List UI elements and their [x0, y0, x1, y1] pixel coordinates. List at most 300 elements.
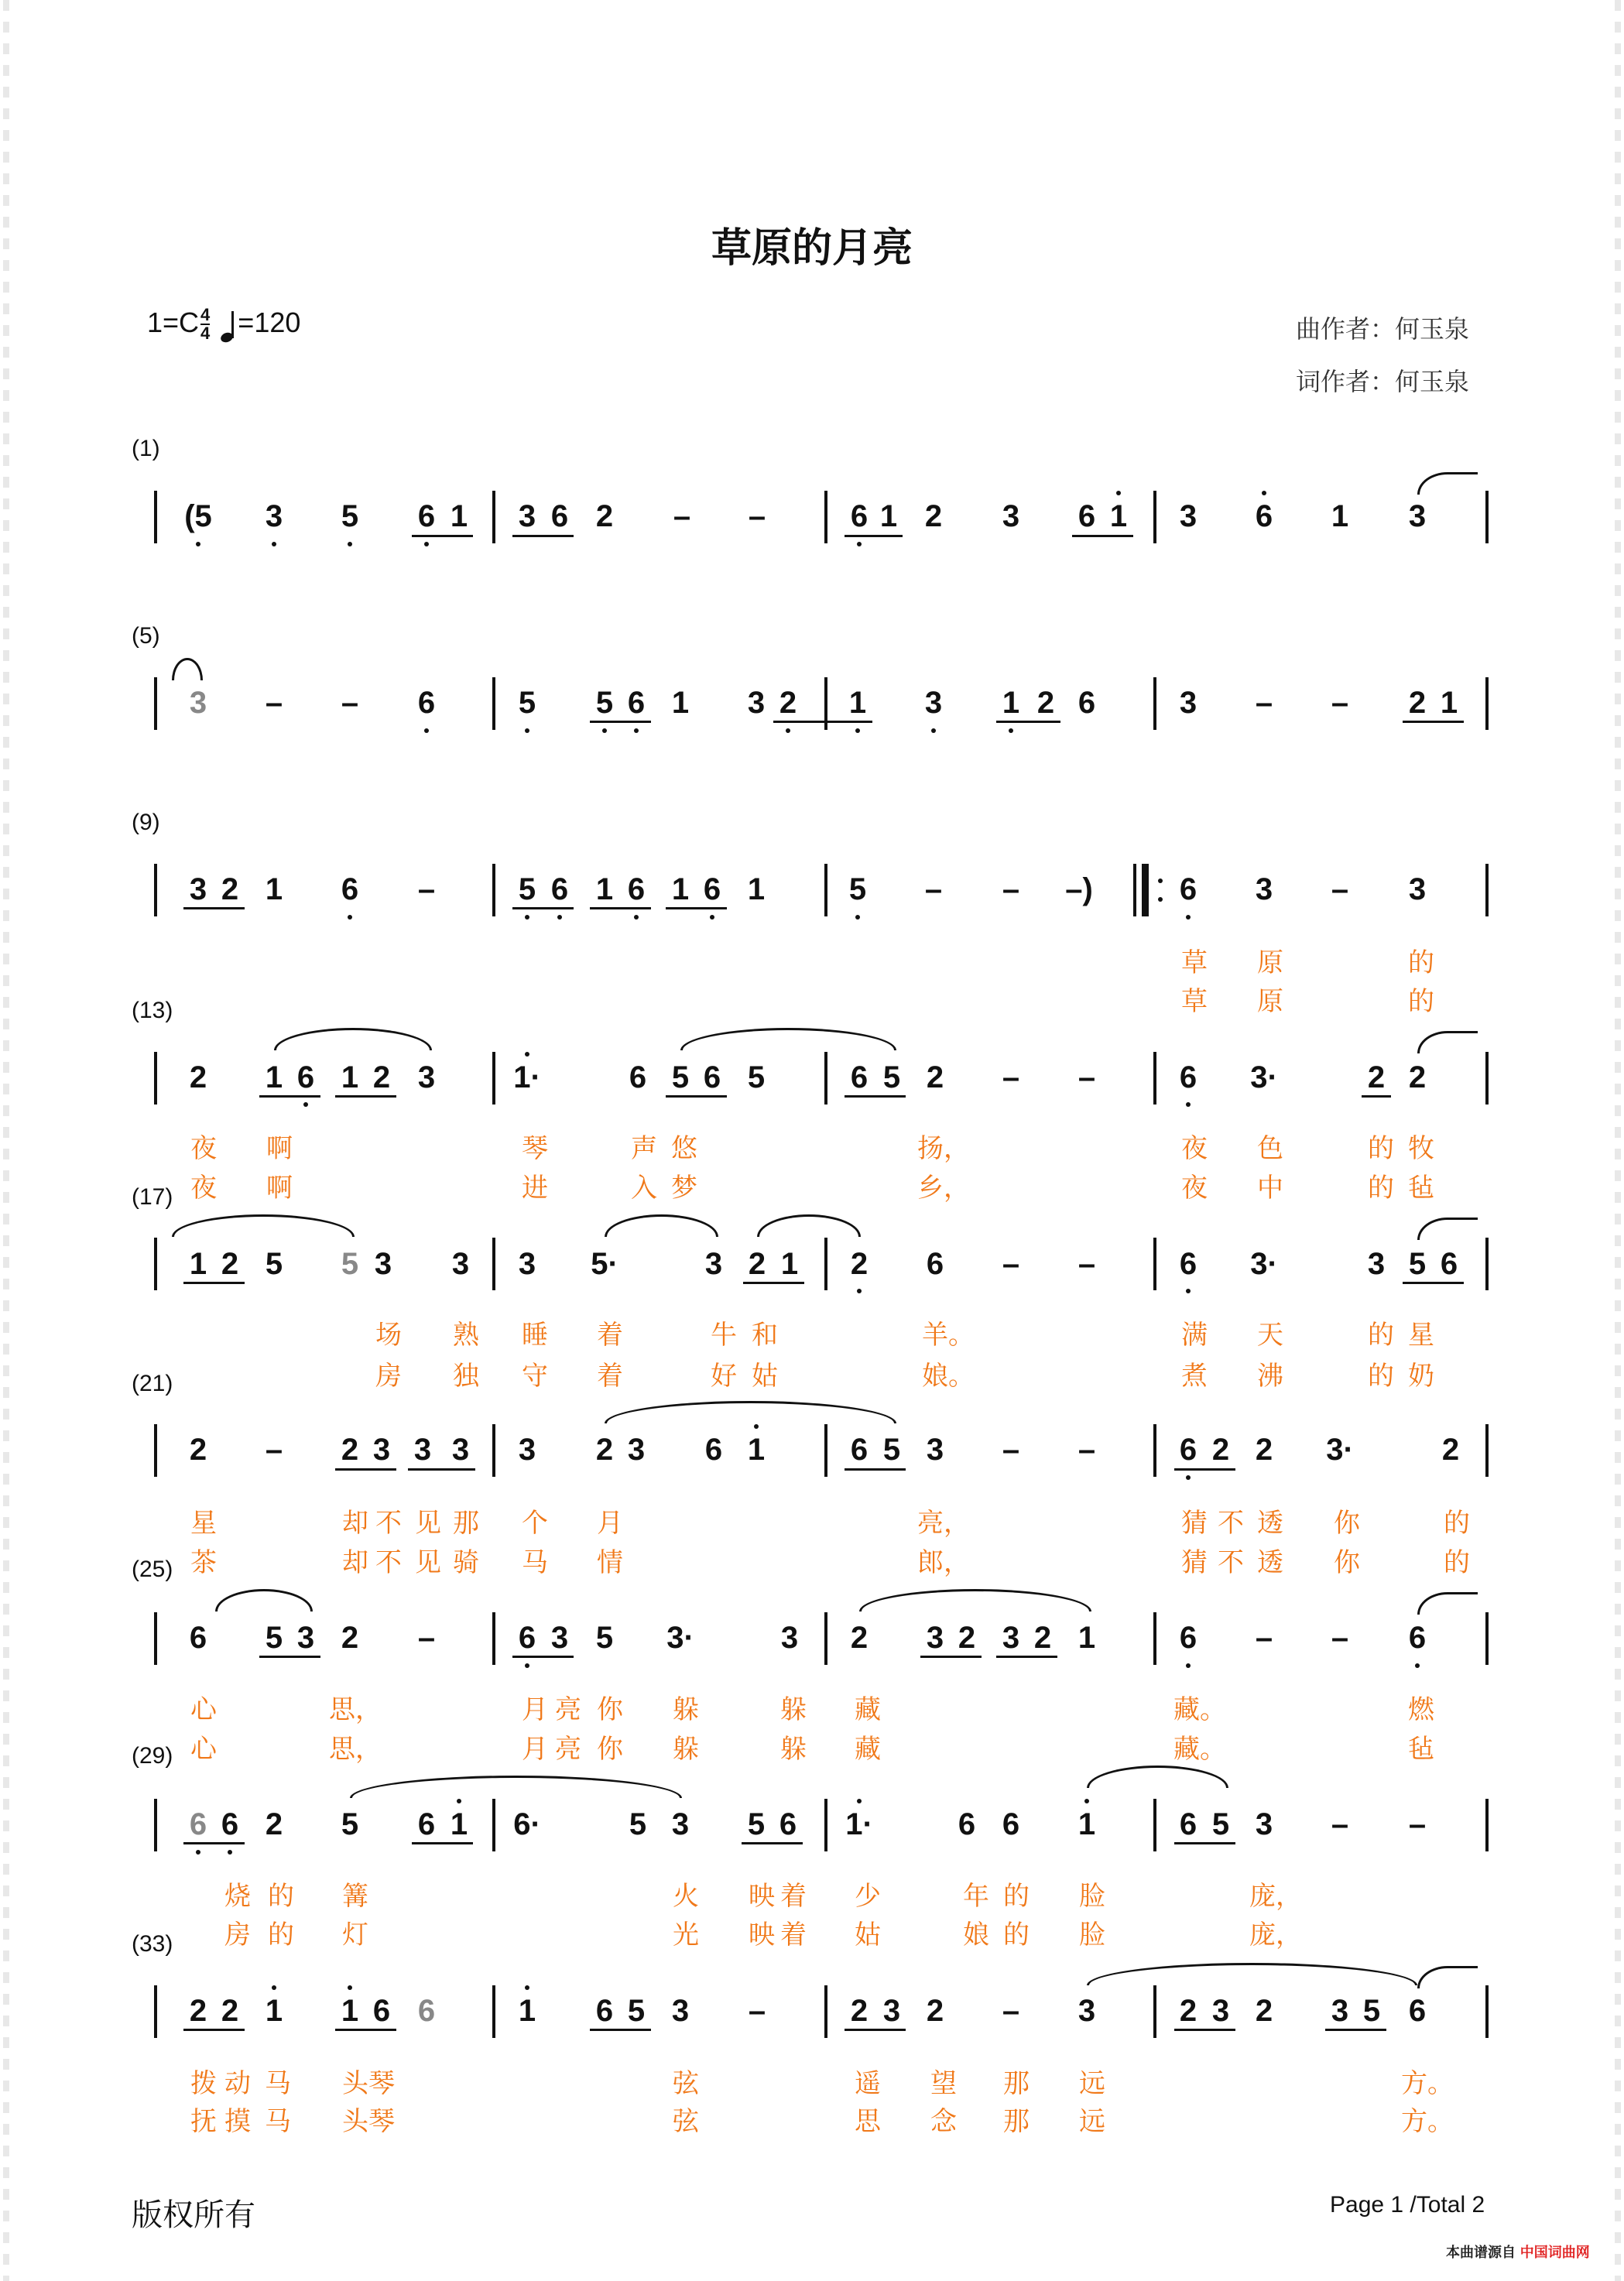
lyric-syllable: 心 [190, 1694, 217, 1725]
barline [492, 1052, 495, 1105]
note: –) [1065, 872, 1093, 906]
note: – [748, 1994, 766, 2028]
beam-underline [408, 1468, 475, 1471]
measure-number: (25) [132, 1557, 173, 1582]
tempo-text: =120 [238, 307, 301, 338]
note: 3 [1367, 1247, 1386, 1281]
octave-dot-below [525, 728, 529, 733]
note: 5 [595, 1621, 614, 1655]
note: 1 [450, 499, 468, 533]
note: 5 [747, 1807, 766, 1841]
note: 5 [341, 499, 359, 533]
note: 3 [780, 1621, 799, 1655]
octave-dot-below [602, 728, 607, 733]
note: 6 [417, 686, 436, 720]
beam-underline [666, 907, 727, 909]
lyric-syllable: 透 [1257, 1547, 1283, 1578]
lyric-syllable: 和 [752, 1320, 778, 1351]
beam-underline [512, 1656, 574, 1658]
lyric-syllable: 原 [1257, 986, 1283, 1017]
note: – [1255, 686, 1273, 720]
note: – [1408, 1807, 1427, 1841]
note: 6 [417, 1994, 436, 2028]
lyric-syllable: 的 [1003, 1920, 1030, 1950]
barline [1153, 677, 1156, 730]
barline [492, 1985, 495, 2038]
beam-underline [590, 721, 651, 723]
lyric-syllable: 声 [631, 1133, 657, 1164]
note: – [1078, 1433, 1096, 1467]
lyric-syllable: 毡 [1408, 1734, 1434, 1765]
note: 1 [341, 1060, 359, 1094]
octave-dot-below [525, 915, 529, 920]
barline [492, 677, 495, 730]
note: 2 [1367, 1060, 1386, 1094]
octave-dot-below [348, 542, 352, 546]
lyric-syllable: 牛 [711, 1320, 737, 1351]
octave-dot-below [1186, 915, 1191, 920]
note: 2 [1036, 686, 1055, 720]
note: 3 [1255, 1807, 1273, 1841]
octave-dot-above [272, 1985, 276, 1990]
barline [154, 1799, 157, 1851]
lyric-syllable: 远 [1079, 2106, 1105, 2137]
note: 1· [513, 1060, 541, 1094]
note: 2 [1179, 1994, 1197, 2028]
lyric-syllable: 着 [597, 1320, 623, 1351]
lyric-syllable: 远 [1079, 2068, 1105, 2099]
lyric-syllable: 亮， [917, 1508, 970, 1539]
slur-tie [1417, 472, 1478, 495]
lyric-syllable: 进 [522, 1173, 548, 1204]
note: 2 [595, 499, 614, 533]
lyric-syllable: 夜 [1181, 1173, 1208, 1204]
lyric-syllable: 藏。 [1173, 1734, 1226, 1765]
note: 1 [747, 872, 766, 906]
octave-dot-above [1262, 491, 1266, 495]
note: – [417, 1621, 436, 1655]
note: 6 [518, 1621, 536, 1655]
note: 6 [958, 1807, 976, 1841]
barline [154, 1985, 157, 2038]
note: 2 [1255, 1994, 1273, 2028]
key-text: 1=C [147, 307, 200, 338]
barline [154, 1424, 157, 1477]
note: 3 [518, 499, 536, 533]
beam-underline [666, 1095, 727, 1098]
lyric-syllable: 弦 [673, 2068, 699, 2099]
note: 6 [629, 1060, 647, 1094]
page-number: Page 1 /Total 2 [1330, 2192, 1485, 2218]
beam-underline [259, 1095, 320, 1098]
barline [824, 1985, 827, 2038]
slur-tie [859, 1589, 1091, 1611]
note: 2 [189, 1433, 207, 1467]
octave-dot-below [424, 728, 429, 733]
barline [824, 1799, 827, 1851]
beam-underline [512, 907, 574, 909]
lyric-syllable: 你 [597, 1694, 623, 1725]
note: – [1078, 1247, 1096, 1281]
lyric-syllable: 月 [597, 1508, 623, 1539]
lyric-syllable: 着 [780, 1881, 807, 1912]
measure-number: (17) [132, 1184, 173, 1210]
lyric-syllable: 少 [855, 1881, 881, 1912]
barline [824, 1238, 827, 1290]
note: 5 [629, 1807, 647, 1841]
lyric-syllable: 天 [1257, 1320, 1283, 1351]
lyric-syllable: 的 [1408, 986, 1434, 1017]
beam-underline [845, 1095, 906, 1098]
measure-number: (9) [132, 810, 160, 835]
octave-dot-below [1415, 1663, 1420, 1668]
note: 6 [296, 1060, 315, 1094]
lyric-syllable: 独 [453, 1361, 479, 1392]
note: 3 [417, 1060, 436, 1094]
octave-dot-below [857, 542, 862, 546]
note: – [673, 499, 691, 533]
lyric-syllable: 方。 [1401, 2068, 1454, 2099]
slur-tie [215, 1589, 313, 1611]
slur-tie [1417, 1966, 1478, 1988]
lyric-syllable: 方。 [1401, 2106, 1454, 2137]
note: 3 [704, 1247, 723, 1281]
note: 2 [341, 1433, 359, 1467]
composer-credit: 曲作者：何玉泉 [1295, 314, 1469, 344]
note: 6 [372, 1994, 391, 2028]
lyric-syllable: 那 [453, 1508, 479, 1539]
note: 3 [1179, 686, 1197, 720]
note: 2 [221, 1247, 239, 1281]
octave-dot-above [1084, 1799, 1089, 1803]
note: 6 [1408, 1621, 1427, 1655]
octave-dot-below [557, 915, 562, 920]
barline [492, 491, 495, 543]
lyric-syllable: 中 [1257, 1173, 1283, 1204]
note: 3 [265, 499, 283, 533]
octave-dot-above [457, 1799, 461, 1803]
octave-dot-below [857, 1289, 862, 1293]
beam-underline [590, 2029, 651, 2031]
note: 2 [265, 1807, 283, 1841]
beam-underline [742, 1842, 803, 1844]
beam-underline [412, 1842, 473, 1844]
lyric-syllable: 心 [190, 1734, 217, 1765]
lyric-syllable: 望 [930, 2068, 957, 2099]
octave-dot-above [1116, 491, 1121, 495]
lyric-syllable: 月 [522, 1734, 548, 1765]
lyric-syllable: 不 [1218, 1508, 1244, 1539]
lyric-syllable: 星 [190, 1508, 217, 1539]
note: 3 [1408, 499, 1427, 533]
source-watermark [1446, 2242, 1590, 2262]
lyric-syllable: 入 [631, 1173, 657, 1204]
repeat-dot [1158, 878, 1163, 883]
beam-underline [996, 1656, 1057, 1658]
barline [492, 1612, 495, 1665]
beam-underline [335, 2029, 396, 2031]
time-top: 4 [200, 305, 211, 325]
note: 3 [372, 1433, 391, 1467]
note: 3· [1326, 1433, 1354, 1467]
octave-dot-below [228, 1850, 232, 1855]
note: 2 [1211, 1433, 1230, 1467]
note: 3 [1331, 1994, 1349, 2028]
note: 2 [1255, 1433, 1273, 1467]
note: 1 [265, 1060, 283, 1094]
note: 6 [595, 1994, 614, 2028]
note: 2 [1441, 1433, 1460, 1467]
lyric-syllable: 透 [1257, 1508, 1283, 1539]
lyric-syllable: 夜 [1181, 1133, 1208, 1164]
note: 5 [671, 1060, 690, 1094]
octave-dot-above [525, 1985, 529, 1990]
measure-number: (13) [132, 998, 173, 1023]
slur-tie [1087, 1766, 1228, 1788]
note: 6 [189, 1807, 207, 1841]
octave-dot-below [855, 728, 860, 733]
note: 5 [518, 872, 536, 906]
slur-tie [680, 1028, 896, 1050]
octave-dot-below [196, 1850, 200, 1855]
note: 3 [882, 1994, 901, 2028]
slur-tie [1087, 1963, 1417, 1985]
measure-number: (21) [132, 1371, 173, 1396]
octave-dot-below [196, 542, 200, 546]
lyric-syllable: 火 [673, 1881, 699, 1912]
lyric-syllable: 情 [597, 1547, 623, 1578]
lyric-syllable: 摸 [224, 2106, 251, 2137]
note: (5 [184, 499, 212, 533]
lyric-syllable: 煮 [1181, 1361, 1208, 1392]
barline [1485, 1052, 1489, 1105]
beam-underline [845, 535, 903, 537]
lyric-syllable: 遥 [855, 2068, 881, 2099]
note: – [1002, 1994, 1020, 2028]
note: 3 [1002, 499, 1020, 533]
note: 5 [1408, 1247, 1427, 1281]
barline [154, 864, 157, 916]
note: 2 [221, 1994, 239, 2028]
lyric-syllable: 见 [415, 1547, 441, 1578]
barline [492, 1799, 495, 1851]
barline [154, 1238, 157, 1290]
note: 1 [848, 686, 867, 720]
slur-tie [274, 1028, 432, 1050]
note: 5 [1211, 1807, 1230, 1841]
lyric-syllable: 琴 [368, 2106, 395, 2137]
lyric-syllable: 牧 [1408, 1133, 1434, 1164]
lyric-syllable: 你 [1334, 1547, 1360, 1578]
lyric-syllable: 羊。 [922, 1320, 975, 1351]
lyric-syllable: 躲 [673, 1734, 699, 1765]
beam-underline [335, 1468, 396, 1471]
note: 2 [189, 1994, 207, 2028]
lyric-syllable: 却 [342, 1508, 368, 1539]
note: 5 [341, 1247, 359, 1281]
note: 6 [627, 686, 646, 720]
lyric-syllable: 藏 [855, 1734, 881, 1765]
quarter-note-icon [221, 311, 236, 342]
note: 2 [924, 499, 943, 533]
lyric-syllable: 拨 [190, 2068, 217, 2099]
beam-underline [1174, 2029, 1235, 2031]
note: 2 [595, 1433, 614, 1467]
slur-tie [605, 1401, 896, 1423]
lyric-syllable: 猜 [1181, 1547, 1208, 1578]
measure-number: (33) [132, 1931, 173, 1957]
lyric-syllable: 梦 [671, 1173, 697, 1204]
barline [492, 864, 495, 916]
note: – [924, 872, 943, 906]
source-site: 中国词曲网 [1520, 2245, 1590, 2261]
beam-underline [1174, 1468, 1235, 1471]
lyric-syllable: 扬， [917, 1133, 970, 1164]
beam-underline [183, 1282, 245, 1284]
octave-dot-below [786, 728, 790, 733]
note: 6 [1255, 499, 1273, 533]
lyric-syllable: 庞， [1249, 1920, 1302, 1950]
note: 2 [221, 872, 239, 906]
note: 6 [1179, 1807, 1197, 1841]
note: 3 [1255, 872, 1273, 906]
beam-underline [1325, 2029, 1386, 2031]
lyric-syllable: 个 [522, 1508, 548, 1539]
octave-dot-below [348, 915, 352, 920]
lyric-syllable: 毡 [1408, 1173, 1434, 1204]
note: 3 [671, 1994, 690, 2028]
lyric-syllable: 不 [375, 1508, 402, 1539]
note: 3 [189, 872, 207, 906]
note: – [265, 1433, 283, 1467]
octave-dot-below [1186, 1475, 1191, 1480]
note: 1 [1331, 499, 1349, 533]
beam-underline [183, 1842, 245, 1844]
lyric-syllable: 的 [1368, 1361, 1394, 1392]
note: 3 [1408, 872, 1427, 906]
octave-dot-above [857, 1799, 862, 1803]
lyric-syllable: 琴 [522, 1133, 548, 1164]
note: 1 [671, 686, 690, 720]
note: 1 [1002, 686, 1020, 720]
note: 1 [1440, 686, 1458, 720]
note: – [748, 499, 766, 533]
note: 3· [1250, 1247, 1278, 1281]
slur-tie [757, 1214, 861, 1237]
note: 6 [417, 1807, 436, 1841]
barline [1485, 864, 1489, 916]
lyric-syllable: 的 [1003, 1881, 1030, 1912]
note: 6 [1179, 1621, 1197, 1655]
time-bottom: 4 [200, 324, 211, 344]
repeat-barline-thick [1142, 864, 1149, 916]
lyric-syllable: 星 [1408, 1320, 1434, 1351]
note: 6 [1179, 872, 1197, 906]
lyric-syllable: 好 [711, 1361, 737, 1392]
note: 1 [780, 1247, 799, 1281]
beam-underline [1403, 1282, 1464, 1284]
note: 1 [189, 1247, 207, 1281]
lyric-syllable: 篝 [342, 1881, 368, 1912]
note: 3 [518, 1247, 536, 1281]
lyric-syllable: 思， [329, 1694, 382, 1725]
lyric-syllable: 年 [963, 1881, 989, 1912]
octave-dot-below [634, 915, 639, 920]
lyric-syllable: 猜 [1181, 1508, 1208, 1539]
note: 3 [413, 1433, 432, 1467]
lyric-syllable: 着 [597, 1361, 623, 1392]
lyric-syllable: 房 [224, 1920, 251, 1950]
lyric-syllable: 琴 [368, 2068, 395, 2099]
lyric-syllable: 姑 [752, 1361, 778, 1392]
note: 2 [1033, 1621, 1052, 1655]
note: 1 [595, 872, 614, 906]
lyric-syllable: 的 [268, 1920, 294, 1950]
beam-underline [1362, 1095, 1391, 1098]
note: 3 [1211, 1994, 1230, 2028]
barline [1153, 1052, 1156, 1105]
note: 1 [450, 1807, 468, 1841]
octave-dot-above [754, 1424, 759, 1429]
lyric-syllable: 抚 [190, 2106, 217, 2137]
note: 6 [550, 499, 569, 533]
note: 2 [1408, 1060, 1427, 1094]
lyric-syllable: 不 [375, 1547, 402, 1578]
lyric-syllable: 头 [342, 2068, 368, 2099]
beam-underline [512, 535, 574, 537]
note: – [1078, 1060, 1096, 1094]
lyric-syllable: 庞， [1249, 1881, 1302, 1912]
note: 2 [189, 1060, 207, 1094]
octave-dot-below [1009, 728, 1013, 733]
measure-number: (1) [132, 436, 160, 461]
lyric-syllable: 藏。 [1173, 1694, 1226, 1725]
lyric-syllable: 月 [522, 1694, 548, 1725]
barline [1153, 1799, 1156, 1851]
note: 1 [671, 872, 690, 906]
repeat-barline [1133, 864, 1136, 916]
note: 6 [703, 1060, 721, 1094]
lyric-syllable: 夜 [190, 1173, 217, 1204]
note: 2 [926, 1060, 944, 1094]
lyric-syllable: 的 [1368, 1173, 1394, 1204]
note: 5 [265, 1247, 283, 1281]
barline [1153, 1612, 1156, 1665]
barline [824, 864, 827, 916]
note: 6 [850, 499, 869, 533]
lyricist-credit: 词作者：何玉泉 [1295, 367, 1469, 396]
note: 2 [748, 1247, 766, 1281]
note: – [1002, 872, 1020, 906]
lyric-syllable: 原 [1257, 947, 1283, 978]
note: 3 [924, 686, 943, 720]
note: – [1002, 1060, 1020, 1094]
note: 2 [958, 1621, 976, 1655]
lyric-syllable: 思， [329, 1734, 382, 1765]
lyric-syllable: 躲 [780, 1734, 807, 1765]
copyright-text: 版权所有 [132, 2197, 255, 2233]
beam-underline [183, 2029, 245, 2031]
beam-underline [845, 1468, 906, 1471]
barline [1485, 491, 1489, 543]
slur-tie [350, 1776, 682, 1798]
lyric-syllable: 不 [1218, 1547, 1244, 1578]
lyric-syllable: 映 [749, 1920, 775, 1950]
repeat-dot [1158, 897, 1163, 902]
lyric-syllable: 守 [522, 1361, 548, 1392]
note: 3 [671, 1807, 690, 1841]
barline [1485, 1799, 1489, 1851]
